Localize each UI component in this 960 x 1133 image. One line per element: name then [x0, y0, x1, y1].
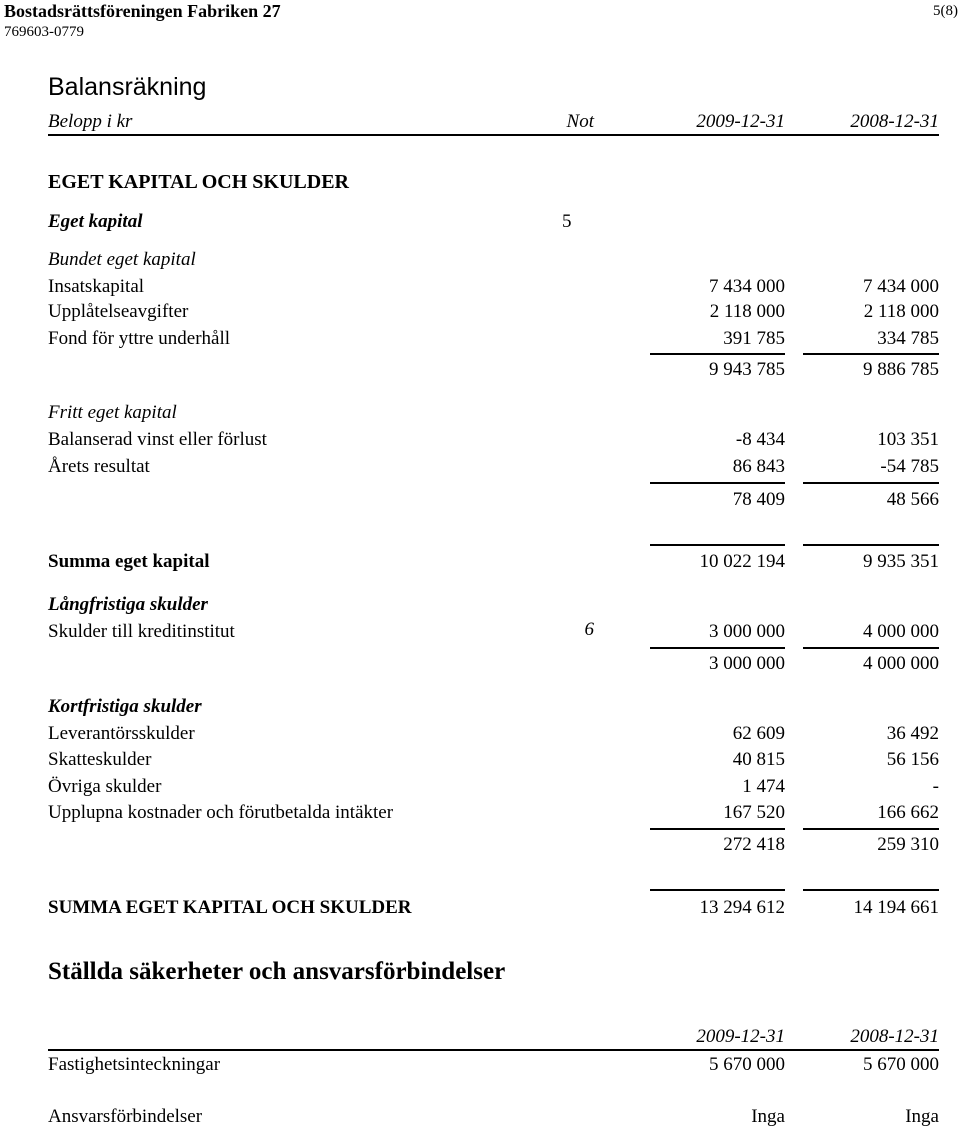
grand-total-current: 13 294 612	[699, 897, 785, 918]
grand-total-rule	[650, 889, 785, 891]
subtotal-current: 3 000 000	[709, 653, 785, 674]
subtotal-rule	[650, 828, 785, 830]
long-term-liabilities-heading: Långfristiga skulder	[48, 594, 208, 615]
row-previous: 166 662	[877, 802, 939, 823]
row-previous: 5 670 000	[863, 1054, 939, 1075]
row-label: Övriga skulder	[48, 776, 162, 797]
column-header-previous: 2008-12-31	[850, 111, 939, 132]
row-current: 2 118 000	[709, 301, 785, 322]
row-label: Ansvarsförbindelser	[48, 1106, 203, 1127]
subtotal-current: 9 943 785	[709, 359, 785, 380]
header-divider	[48, 134, 939, 136]
subtotal-previous: 259 310	[877, 834, 939, 855]
row-label: Skulder till kreditinstitut	[48, 621, 235, 642]
pledged-divider	[48, 1049, 939, 1051]
subtotal-rule	[650, 482, 785, 484]
short-term-liabilities-heading: Kortfristiga skulder	[48, 696, 202, 717]
column-header-note: Not	[566, 111, 594, 132]
row-previous: 36 492	[886, 723, 939, 744]
restricted-equity-heading: Bundet eget kapital	[48, 249, 196, 270]
row-previous: -	[932, 776, 939, 797]
equity-total-current: 10 022 194	[699, 551, 785, 572]
row-previous: 103 351	[877, 429, 939, 450]
pledged-title: Ställda säkerheter och ansvarsförbindelser	[48, 958, 506, 985]
row-previous: -54 785	[880, 456, 939, 477]
page-title: Balansräkning	[48, 73, 207, 101]
row-label: Leverantörsskulder	[48, 723, 195, 744]
subtotal-rule	[650, 647, 785, 649]
subtotal-rule	[803, 482, 939, 484]
row-previous: 334 785	[877, 328, 939, 349]
subtotal-current: 78 409	[732, 489, 785, 510]
grand-total-rule	[803, 889, 939, 891]
subtotal-rule	[650, 353, 785, 355]
unrestricted-equity-heading: Fritt eget kapital	[48, 402, 177, 423]
equity-heading: Eget kapital	[48, 211, 143, 232]
equity-total-label: Summa eget kapital	[48, 551, 210, 572]
equity-total-previous: 9 935 351	[863, 551, 939, 572]
pledged-column-previous: 2008-12-31	[850, 1026, 939, 1047]
row-current: 5 670 000	[709, 1054, 785, 1075]
row-previous: 56 156	[886, 749, 939, 770]
equity-note: 5	[562, 211, 572, 232]
row-current: 40 815	[732, 749, 785, 770]
subtotal-current: 272 418	[723, 834, 785, 855]
total-rule	[650, 544, 785, 546]
row-current: 391 785	[723, 328, 785, 349]
page-number: 5(8)	[933, 3, 958, 19]
row-previous: 2 118 000	[863, 301, 939, 322]
column-header-amount: Belopp i kr	[48, 111, 133, 132]
subtotal-previous: 48 566	[886, 489, 939, 510]
subtotal-previous: 4 000 000	[863, 653, 939, 674]
row-label: Insatskapital	[48, 276, 145, 297]
row-label: Fastighetsinteckningar	[48, 1054, 221, 1075]
grand-total-label: SUMMA EGET KAPITAL OCH SKULDER	[48, 897, 412, 918]
grand-total-previous: 14 194 661	[853, 897, 939, 918]
row-previous: 4 000 000	[863, 621, 939, 642]
row-label: Fond för yttre underhåll	[48, 328, 231, 349]
org-name: Bostadsrättsföreningen Fabriken 27	[4, 1, 281, 21]
row-previous: Inga	[905, 1106, 939, 1127]
row-current: 62 609	[732, 723, 785, 744]
subtotal-rule	[803, 647, 939, 649]
column-header-current: 2009-12-31	[696, 111, 785, 132]
row-current: 86 843	[732, 456, 785, 477]
subtotal-previous: 9 886 785	[863, 359, 939, 380]
org-number: 769603-0779	[4, 24, 84, 40]
row-current: -8 434	[735, 429, 785, 450]
row-note: 6	[584, 619, 594, 640]
pledged-column-current: 2009-12-31	[696, 1026, 785, 1047]
section-title: EGET KAPITAL OCH SKULDER	[48, 171, 349, 193]
row-previous: 7 434 000	[863, 276, 939, 297]
subtotal-rule	[803, 353, 939, 355]
row-label: Balanserad vinst eller förlust	[48, 429, 267, 450]
row-current: Inga	[751, 1106, 785, 1127]
row-current: 3 000 000	[709, 621, 785, 642]
total-rule	[803, 544, 939, 546]
row-current: 167 520	[723, 802, 785, 823]
row-current: 1 474	[742, 776, 785, 797]
row-label: Upplupna kostnader och förutbetalda intäkter	[48, 802, 394, 823]
row-current: 7 434 000	[709, 276, 785, 297]
row-label: Upplåtelseavgifter	[48, 301, 189, 322]
row-label: Skatteskulder	[48, 749, 152, 770]
row-label: Årets resultat	[48, 456, 150, 477]
subtotal-rule	[803, 828, 939, 830]
